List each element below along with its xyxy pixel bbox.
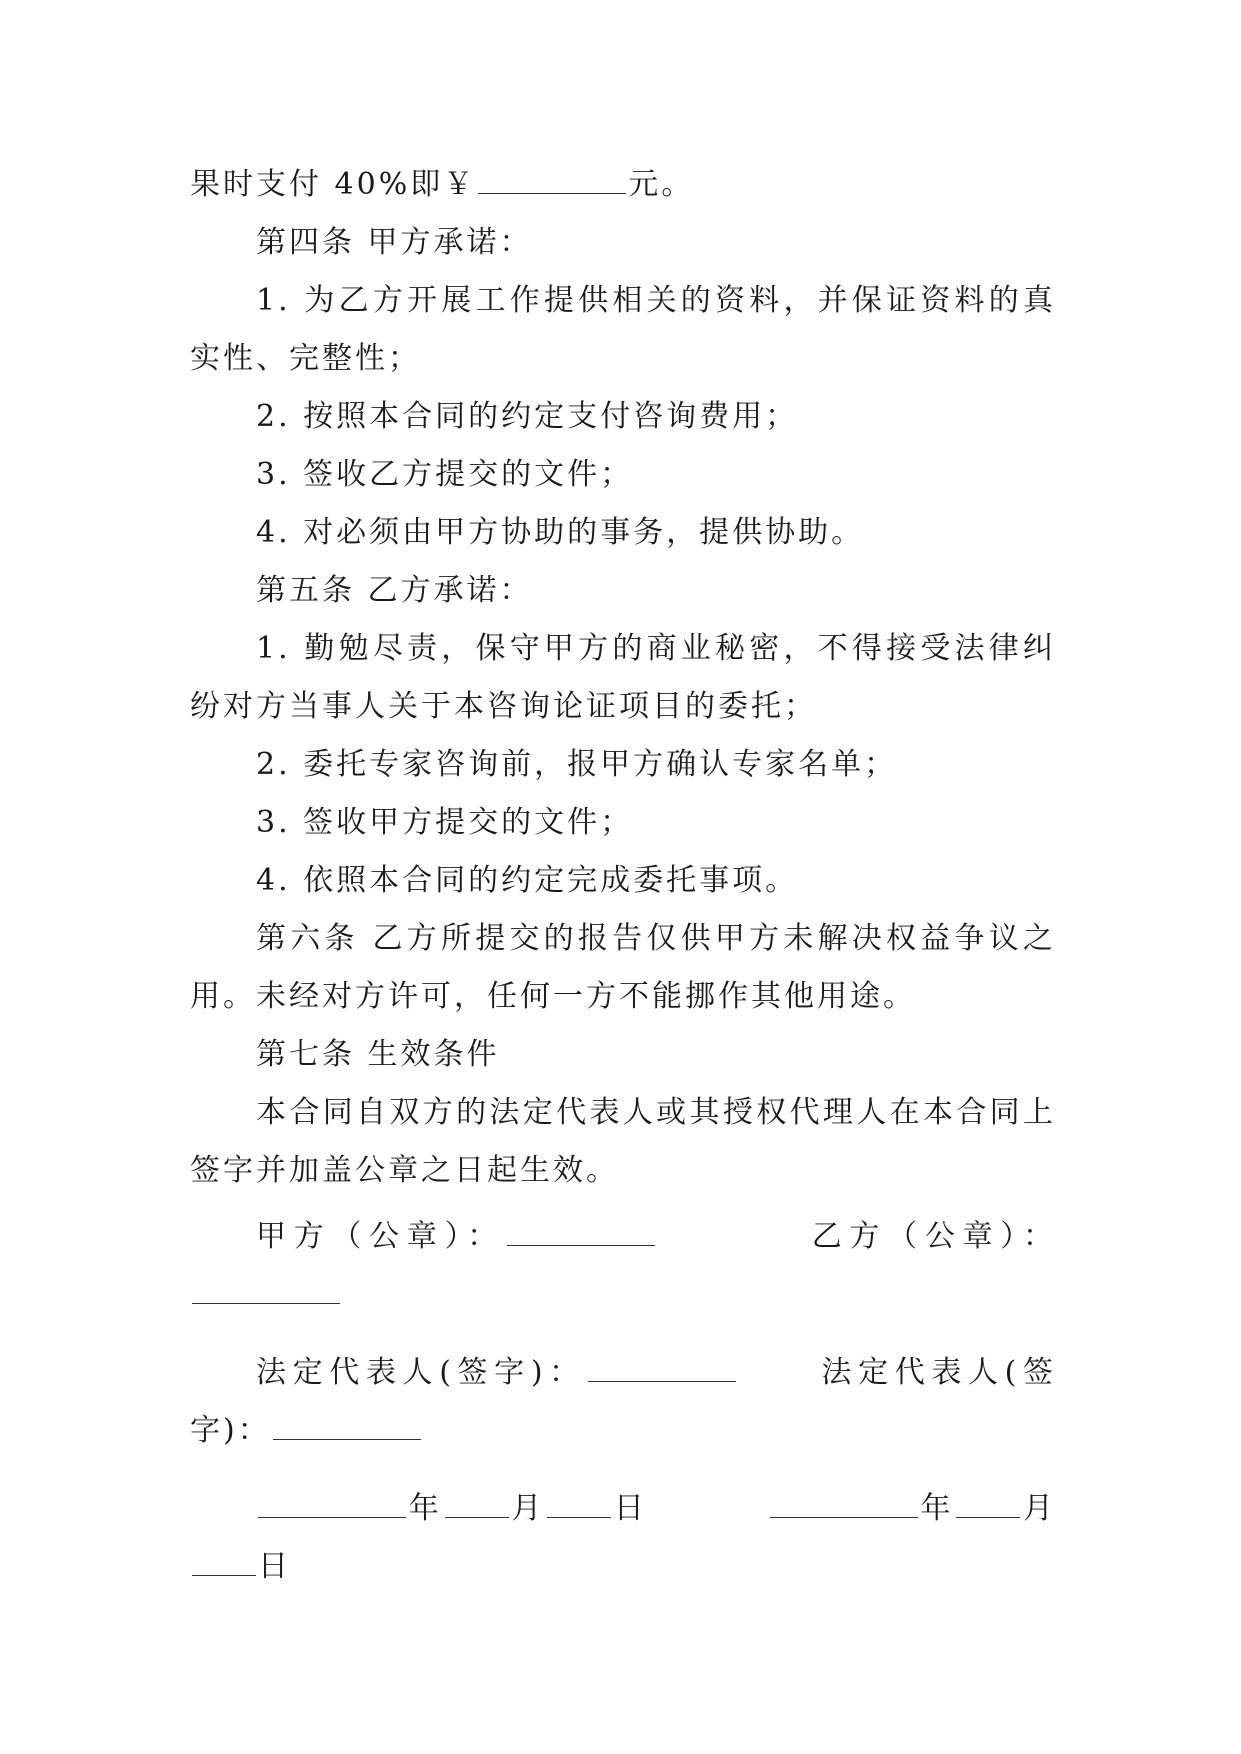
party-b-seal-label: 乙方（公章）：	[807, 1219, 1056, 1254]
article-7-body: 本合同自双方的法定代表人或其授权代理人在本合同上签字并加盖公章之日起生效。	[190, 1095, 1056, 1188]
article-4-item-3: 3. 签收乙方提交的文件；	[256, 457, 634, 492]
date-a-month-label: 月	[510, 1491, 546, 1526]
date-line	[190, 1480, 1056, 1596]
date-a-year-label: 年	[408, 1491, 443, 1526]
article-5-item-4: 4. 依照本合同的约定完成委托事项。	[256, 863, 799, 898]
representative-line	[190, 1344, 1056, 1460]
amount-blank	[478, 192, 626, 194]
date-a-year-blank	[258, 1516, 406, 1518]
payment-line	[190, 156, 1056, 214]
party-a-seal-blank	[507, 1244, 655, 1246]
payment-unit: 元。	[628, 167, 695, 202]
article-5-title: 第五条 乙方承诺：	[256, 573, 533, 608]
article-6: 第六条 乙方所提交的报告仅供甲方未解决权益争议之用。未经对方许可，任何一方不能挪作其他用途。	[190, 921, 1056, 1014]
rep-b-label: 法定代表人(签字)：	[190, 1355, 1056, 1448]
rep-a-label: 法定代表人(签字)：	[256, 1355, 586, 1390]
party-a-seal-label: 甲方（公章）：	[256, 1219, 505, 1254]
party-b-seal-blank	[192, 1302, 340, 1304]
date-b-day-label: 日	[258, 1549, 291, 1584]
article-5-item-3: 3. 签收甲方提交的文件；	[256, 805, 634, 840]
rep-b-blank	[273, 1438, 421, 1440]
contract-body	[190, 156, 1056, 1596]
seal-line	[190, 1208, 1056, 1324]
date-a-month-blank	[445, 1516, 509, 1518]
article-4-item-2: 2. 按照本合同的约定支付咨询费用；	[256, 399, 799, 434]
article-4-item-4: 4. 对必须由甲方协助的事务，提供协助。	[256, 515, 865, 550]
article-7-title: 第七条 生效条件	[256, 1037, 500, 1072]
rep-a-blank	[588, 1380, 736, 1382]
article-5-item-2: 2. 委托专家咨询前，报甲方确认专家名单；	[256, 747, 898, 782]
date-b-day-blank	[192, 1574, 256, 1576]
date-b-month-label: 月	[1022, 1491, 1057, 1526]
article-4-item-1: 1. 为乙方开展工作提供相关的资料，并保证资料的真实性、完整性；	[190, 283, 1056, 376]
date-a-day-blank	[547, 1516, 611, 1518]
payment-text: 果时支付 40%即￥	[190, 167, 477, 202]
date-b-year-blank	[770, 1516, 918, 1518]
date-b-year-label: 年	[919, 1491, 955, 1526]
date-b-month-blank	[956, 1516, 1020, 1518]
article-5-item-1: 1. 勤勉尽责，保守甲方的商业秘密，不得接受法律纠纷对方当事人关于本咨询论证项目的委托；	[190, 631, 1056, 724]
article-4-title: 第四条 甲方承诺：	[256, 225, 533, 260]
date-a-day-label: 日	[613, 1491, 648, 1526]
